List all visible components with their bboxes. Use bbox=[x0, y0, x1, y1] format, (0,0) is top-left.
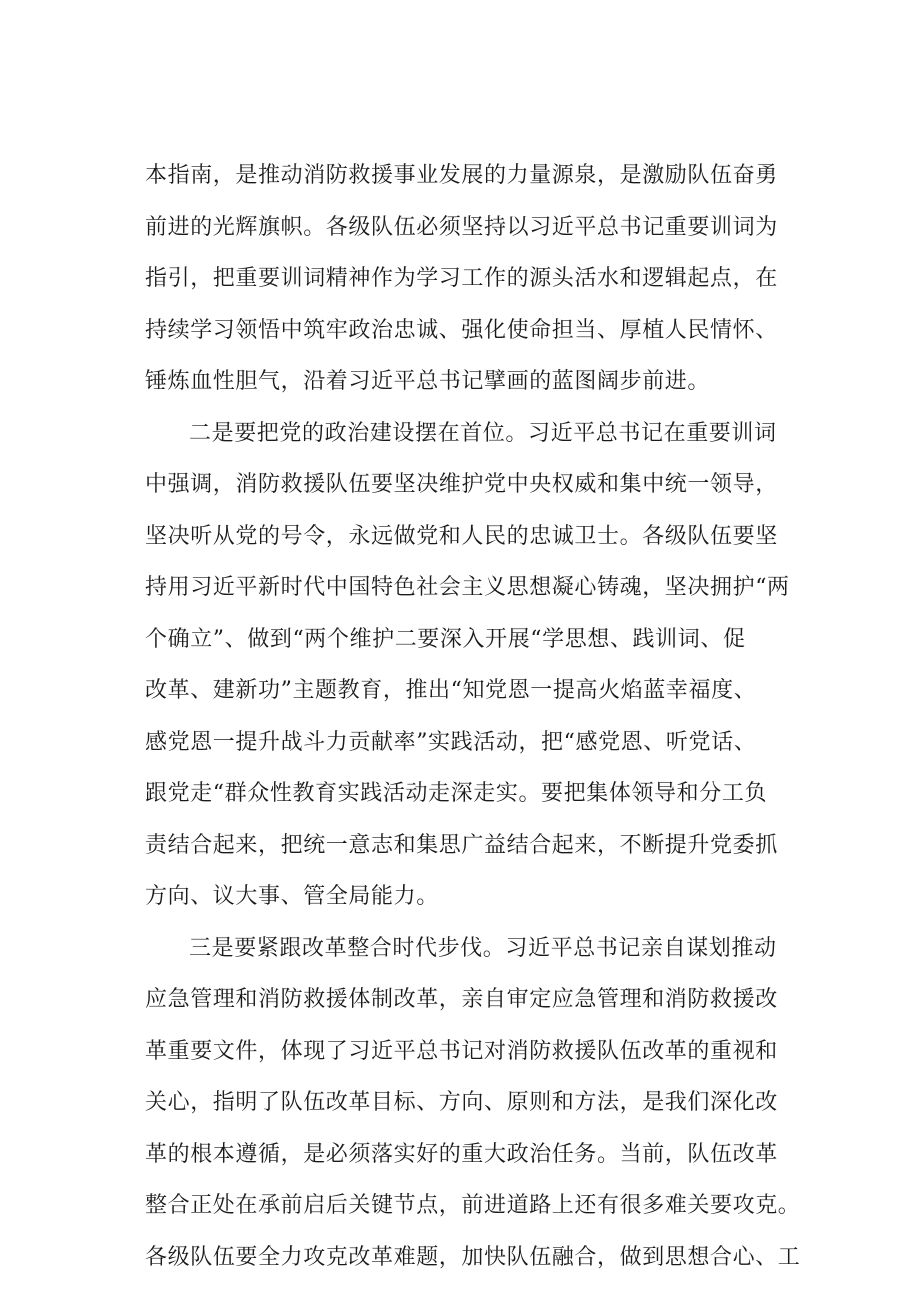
text-line: 各级队伍要全力攻克改革难题，加快队伍融合，做到思想合心、工 bbox=[145, 1244, 801, 1270]
text-line: 坚决听从党的号令，永远做党和人民的忠诚卫士。各级队伍要坚 bbox=[145, 523, 778, 549]
text-line: 革重要文件，体现了习近平总书记对消防救援队伍改革的重视和 bbox=[145, 1038, 778, 1064]
paragraph-start-line: 三是要紧跟改革整合时代步伐。习近平总书记亲自谋划推动 bbox=[189, 935, 777, 961]
body-text bbox=[145, 150, 815, 1283]
text-line: 方向、议大事、管全局能力。 bbox=[145, 884, 439, 909]
paragraph-start-line: 二是要把党的政治建设摆在首位。习近平总书记在重要训词 bbox=[189, 420, 777, 446]
text-line: 跟党走“群众性教育实践活动走深走实。要把集体领导和分工负 bbox=[145, 781, 768, 806]
text-line: 个确立”、做到“两个维护二要深入开展“学思想、践训词、促 bbox=[145, 626, 746, 652]
text-line: 责结合起来，把统一意志和集思广益结合起来，不断提升党委抓 bbox=[145, 832, 778, 858]
text-line: 持用习近平新时代中国特色社会主义思想凝心铸魂，坚决拥护“两 bbox=[145, 575, 790, 600]
text-line: 本指南，是推动消防救援事业发展的力量源泉，是激励队伍奋勇 bbox=[145, 163, 778, 188]
text-line: 改革、建新功”主题教育，推出“知党恩一提高火焰蓝幸福度、 bbox=[145, 678, 757, 703]
text-line: 整合正处在承前启后关键节点，前进道路上还有很多难关要攻克。 bbox=[145, 1193, 801, 1218]
text-line: 感党恩一提升战斗力贡献率”实践活动，把“感党恩、听党话、 bbox=[145, 729, 757, 755]
text-line: 关心，指明了队伍改革目标、方向、原则和方法，是我们深化改 bbox=[145, 1090, 778, 1115]
text-line: 前进的光辉旗帜。各级队伍必须坚持以习近平总书记重要训词为 bbox=[145, 214, 778, 240]
text-line: 应急管理和消防救援体制改革，亲自审定应急管理和消防救援改 bbox=[145, 987, 778, 1012]
text-line: 革的根本遵循，是必须落实好的重大政治任务。当前，队伍改革 bbox=[145, 1141, 778, 1167]
text-line: 持续学习领悟中筑牢政治忠诚、强化使命担当、厚植人民情怀、 bbox=[145, 317, 778, 343]
text-line: 锤炼血性胆气，沿着习近平总书记擘画的蓝图阔步前进。 bbox=[145, 369, 711, 394]
text-line: 中强调，消防救援队伍要坚决维护党中央权威和集中统一领导， bbox=[145, 472, 778, 497]
text-line: 指引，把重要训词精神作为学习工作的源头活水和逻辑起点，在 bbox=[145, 266, 778, 291]
